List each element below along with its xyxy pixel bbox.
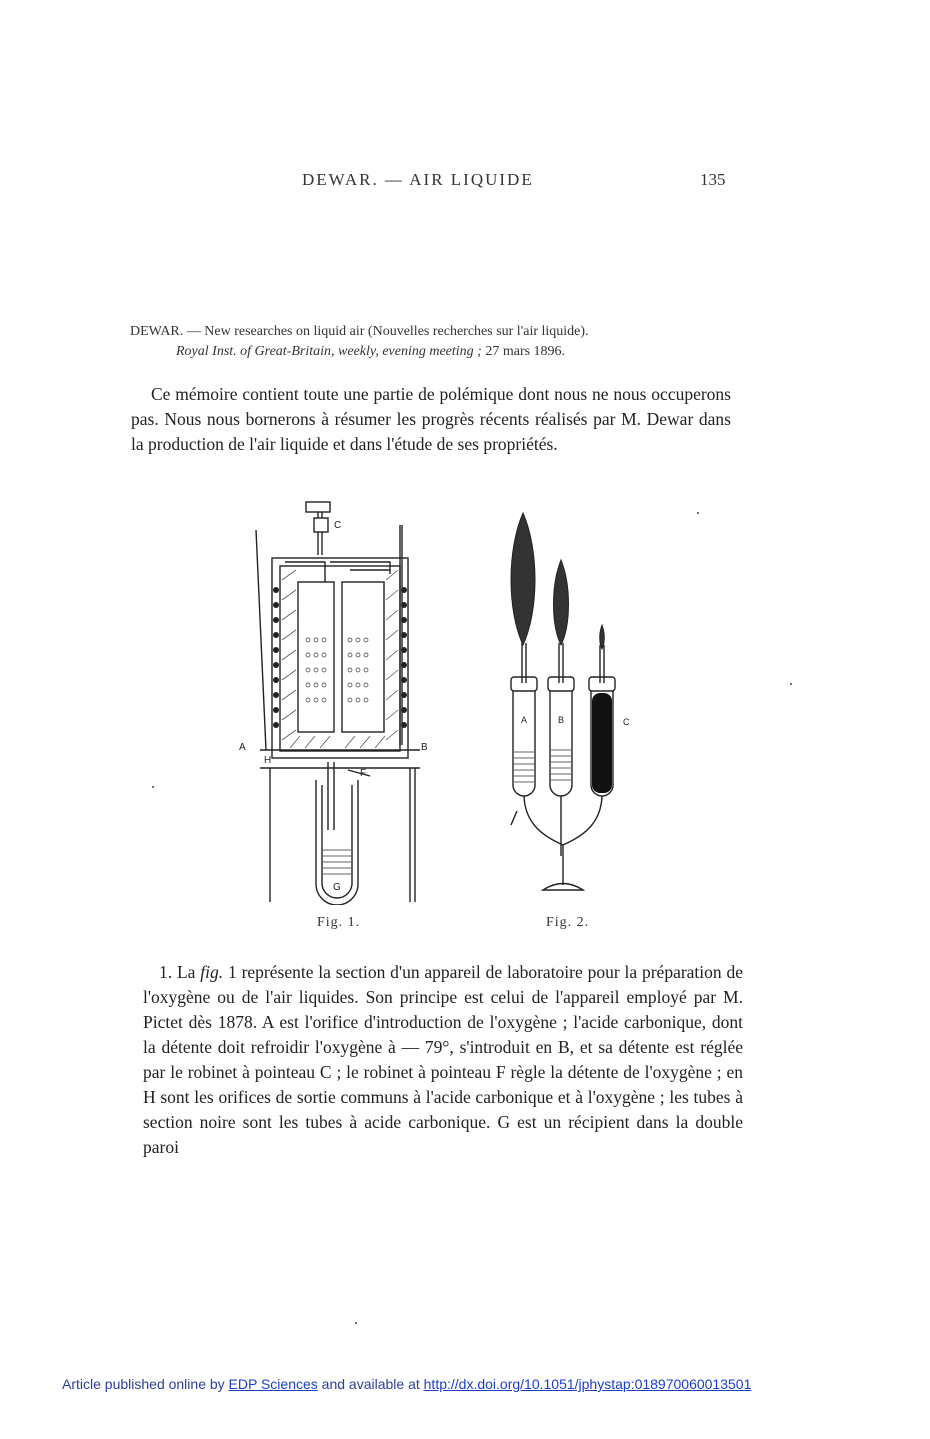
scan-speck bbox=[697, 512, 699, 514]
fig2-tubes-drawing bbox=[495, 505, 645, 905]
fig2-flame-a bbox=[511, 513, 535, 645]
fig2-caption: Fig. 2. bbox=[546, 915, 590, 930]
edp-sciences-link[interactable]: EDP Sciences bbox=[228, 1376, 318, 1392]
running-head bbox=[0, 170, 930, 194]
reference-source: Royal Inst. of Great-Britain, weekly, evening meeting ; bbox=[176, 344, 482, 359]
scan-speck bbox=[152, 786, 154, 788]
scan-speck bbox=[355, 1322, 357, 1324]
section-1-paragraph bbox=[143, 960, 743, 1160]
section-lead: La bbox=[176, 962, 196, 982]
fig2-tube-c-fill bbox=[592, 693, 612, 793]
fig1-caption: Fig. 1. bbox=[317, 915, 361, 930]
fig1-label-a: A bbox=[239, 742, 246, 753]
section-text: 1 représente la section d'un appareil de laboratoire pour la préparation de l'oxygène ou de l'air liquides. Son principe est celui de l'appareil employé par M. Pictet dès 1878. A est l'orifice d'introduction de l'oxygène ; l'acide carbonique, dont la détente doit refroidir l'oxygène à — 79°, s'introduit en B, et sa détente est réglée par le robinet à pointeau C ; le robinet à pointeau F règle la détente de l'oxygène ; en H sont les orifices de sortie communs à l'acide carbonique et à l'oxygène ; les tubes à section noire sont les tubes à acide carbonique. G est un récipient dans la double paroi bbox=[143, 962, 744, 1157]
footer-prefix: Article published online by bbox=[62, 1376, 225, 1392]
reference-line-1: DEWAR. — New researches on liquid air (Nouvelles recherches sur l'air liquide). bbox=[130, 324, 589, 339]
section-number: 1. bbox=[159, 962, 173, 982]
fig1-label-b: B bbox=[421, 742, 428, 753]
reference-line-2 bbox=[130, 342, 770, 362]
fig1-label-f: F bbox=[360, 768, 367, 779]
fig1-label-c: C bbox=[334, 520, 342, 531]
footer-middle: and available at bbox=[321, 1376, 420, 1392]
page-number: 135 bbox=[700, 170, 726, 189]
fig2-label-c: C bbox=[623, 717, 630, 727]
doi-link[interactable]: http://dx.doi.org/10.1051/jphystap:018970060013501 bbox=[423, 1376, 752, 1392]
reference-date: 27 mars 1896. bbox=[485, 344, 566, 359]
fig1-label-h: H bbox=[264, 755, 272, 766]
fig2-label-b: B bbox=[558, 715, 565, 725]
publication-footer bbox=[62, 1376, 751, 1392]
fig2-flame-b bbox=[554, 560, 569, 645]
fig1-apparatus-drawing bbox=[230, 500, 440, 905]
fig-reference: fig. bbox=[200, 962, 224, 982]
scan-speck bbox=[790, 683, 792, 685]
running-title: DEWAR. — AIR LIQUIDE bbox=[302, 170, 534, 189]
bibliographic-reference bbox=[130, 322, 770, 362]
fig1-label-g: G bbox=[333, 882, 341, 893]
intro-paragraph: Ce mémoire contient toute une partie de polémique dont nous ne nous occuperons pas. Nous nous bornerons à résumer les progrès récents réalisés par M. Dewar dans la production de l'air liquide et dans l'étude de ses propriétés. bbox=[131, 384, 731, 454]
fig2-label-a: A bbox=[521, 715, 528, 725]
